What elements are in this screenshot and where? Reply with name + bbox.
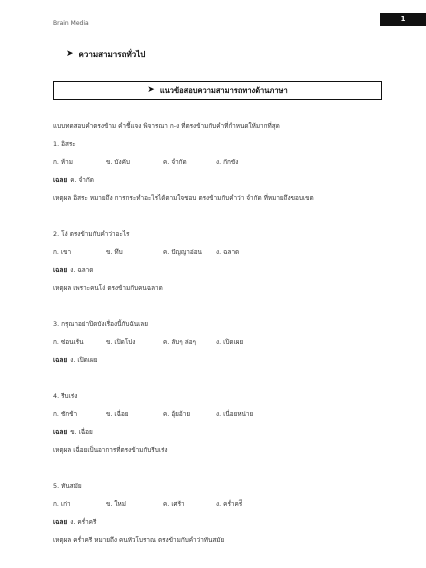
explanation: เหตุผล เฉื่อยเป็นอาการที่ตรงข้ามกับรีบเร่ง bbox=[53, 446, 168, 454]
option: ข. บังคับ bbox=[106, 158, 130, 166]
arrow-bullet-icon: ➤ bbox=[147, 85, 155, 95]
answer-value: ค. จำกัด bbox=[70, 176, 94, 184]
option: ง. เนื่อยหน่าย bbox=[216, 410, 254, 418]
option: ง. คร่ำคร่ี bbox=[216, 500, 243, 508]
answer-label: เฉลย bbox=[53, 266, 68, 274]
answer-label: เฉลย bbox=[53, 176, 68, 184]
explanation: เหตุผล เพราะคนโง่ ตรงข้ามกับคนฉลาด bbox=[53, 284, 163, 292]
box-title: แนวข้อสอบความสามารถทางด้านภาษา bbox=[159, 85, 288, 95]
option: ก. ซ่อนเร้น bbox=[53, 338, 84, 346]
option: ง. กักขัง bbox=[216, 158, 239, 166]
option: ก. ห้าม bbox=[53, 158, 73, 166]
option: ค. จำกัด bbox=[163, 158, 187, 166]
option: ง. เปิดเผย bbox=[216, 338, 244, 346]
section-title: ความสามารถทั่วไป bbox=[78, 50, 146, 59]
option: ค. อุ้ยอ้าย bbox=[163, 410, 191, 418]
answer-label: เฉลย bbox=[53, 518, 68, 526]
explanation: เหตุผล คร่ำครี หมายถึง คนหัวโบราณ ตรงข้ามกับคำว่าทันสมัย bbox=[53, 536, 225, 544]
answer-value: ง. ฉลาด bbox=[70, 266, 94, 274]
option: ข. ทึบ bbox=[106, 248, 123, 256]
question-title: 3. กรุณาอย่าปิดบังเรื่องนี้กับฉันเลย bbox=[53, 320, 148, 328]
option: ข. เปิดโปง bbox=[106, 338, 136, 346]
option: ข. เฉื่อย bbox=[106, 410, 129, 418]
answer-value: ง. เปิดเผย bbox=[70, 356, 98, 364]
option: ก. ชักช้า bbox=[53, 410, 78, 418]
answer-value: ข. เฉื่อย bbox=[70, 428, 93, 436]
options-row bbox=[53, 243, 393, 261]
option: ข. ใหม่ bbox=[106, 500, 126, 508]
option: ค. เศร้า bbox=[163, 500, 185, 508]
answer-row bbox=[53, 171, 393, 189]
explanation: เหตุผล อิสระ หมายถึง การกระทำอะไรได้ตามใจชอบ ตรงข้ามกับคำว่า จำกัด ที่หมายถึงขอบเขต bbox=[53, 194, 314, 202]
section-heading bbox=[66, 48, 145, 61]
question-title: 4. รีบเร่ง bbox=[53, 392, 78, 400]
answer-row bbox=[53, 513, 393, 531]
option: ก. เขา bbox=[53, 248, 72, 256]
answer-row bbox=[53, 351, 393, 369]
answer-row bbox=[53, 423, 393, 441]
option: ค. ลับๆ ล่อๆ bbox=[163, 338, 196, 346]
page-number-badge: 1 bbox=[380, 13, 426, 26]
option: ค. ปัญญาอ่อน bbox=[163, 248, 202, 256]
options-row bbox=[53, 495, 393, 513]
question-title: 1. อิสระ bbox=[53, 140, 76, 148]
option: ง. ฉลาด bbox=[216, 248, 240, 256]
answer-label: เฉลย bbox=[53, 428, 68, 436]
options-row bbox=[53, 333, 393, 351]
question-title: 5. ทันสมัย bbox=[53, 482, 82, 490]
arrow-bullet-icon: ➤ bbox=[66, 49, 74, 59]
intro-text: แบบทดสอบคำตรงข้าม คำชี้แจง พิจารณา ก-ง ที่ตรงข้ามกับคำที่กำหนดให้มากที่สุด bbox=[53, 122, 280, 130]
answer-value: ง. คร่ำครี bbox=[70, 518, 97, 526]
title-box bbox=[53, 81, 382, 100]
answer-row bbox=[53, 261, 393, 279]
options-row bbox=[53, 153, 393, 171]
option: ก. เก่า bbox=[53, 500, 71, 508]
answer-label: เฉลย bbox=[53, 356, 68, 364]
content bbox=[53, 117, 393, 549]
brand-label: Brain Media bbox=[53, 20, 89, 27]
question-title: 2. โง่ ตรงข้ามกับคำว่าอะไร bbox=[53, 230, 130, 238]
options-row bbox=[53, 405, 393, 423]
